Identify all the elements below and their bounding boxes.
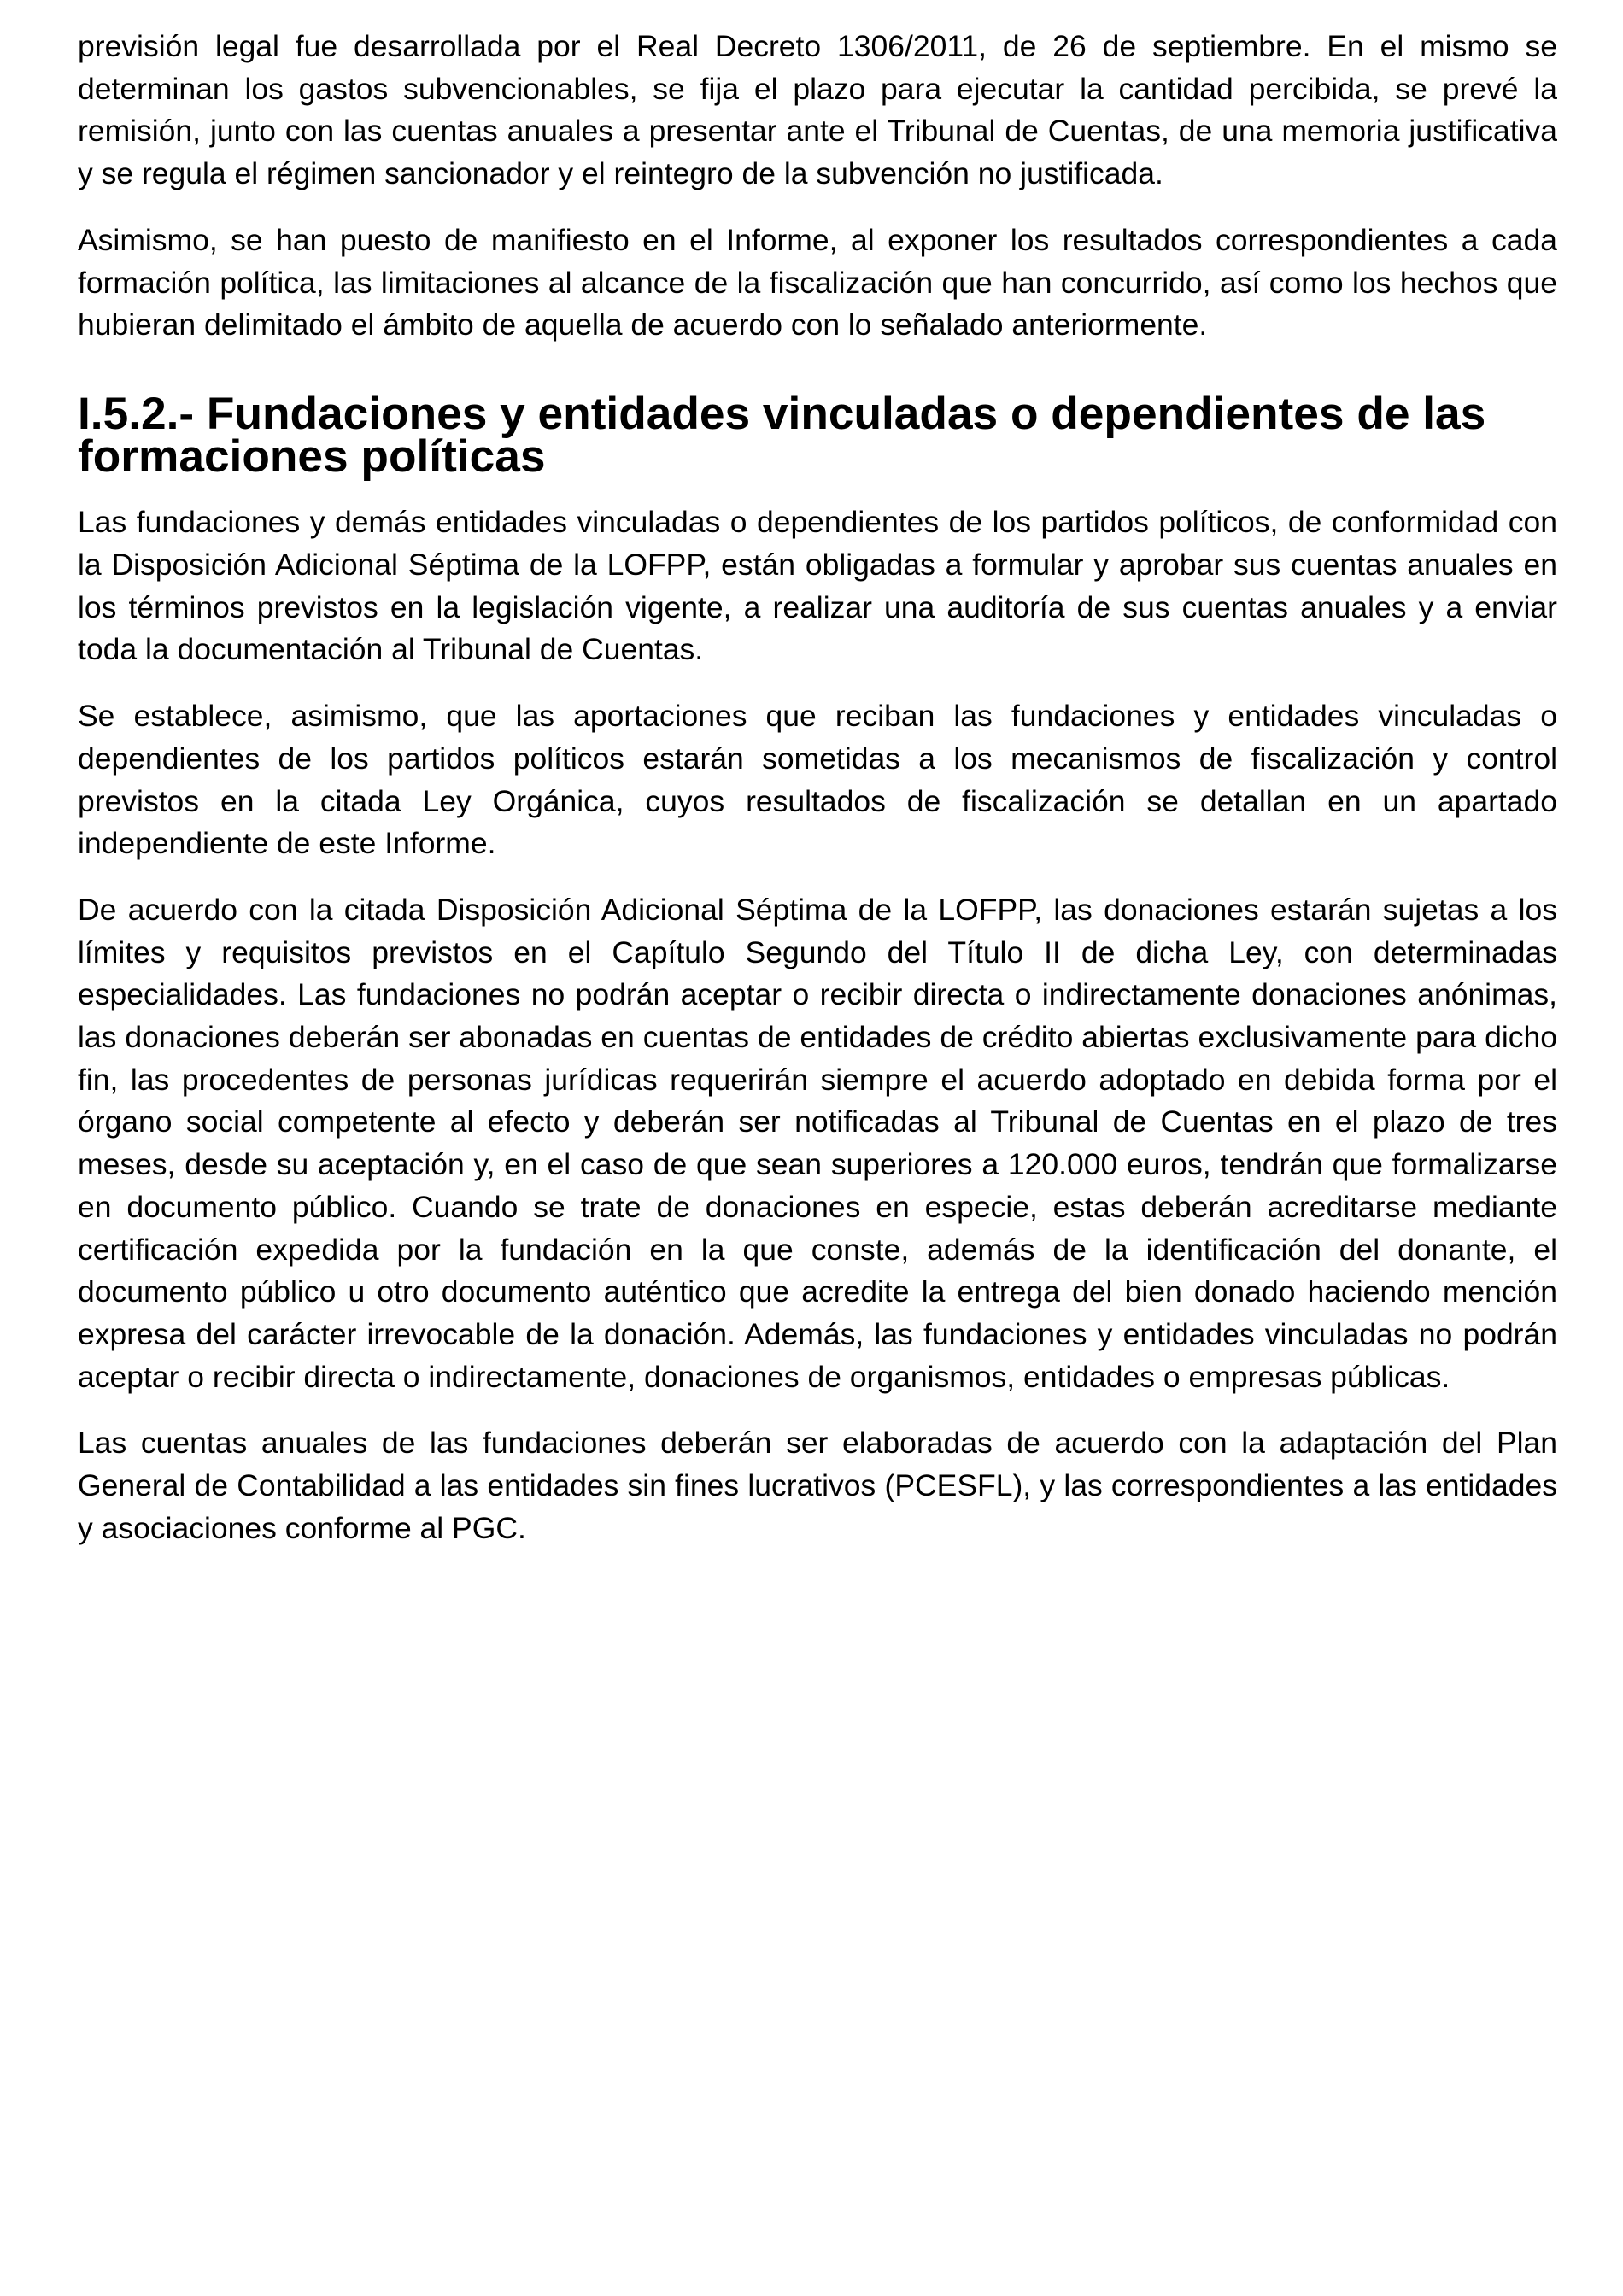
paragraph-foundation-obligations: Las fundaciones y demás entidades vinculadas o dependientes de los partidos políticos, de conformidad con la Disposición Adicional Séptima de la LOFPP, están obligadas a formular y aprobar sus cuentas anuales en los términos previstos en la legislación vigente, a realizar una auditoría de sus cuentas anuales y a enviar toda la documentación al Tribunal de Cuentas. — [78, 505, 1557, 667]
paragraph-scope-limitations: Asimismo, se han puesto de manifiesto en el Informe, al exponer los resultados correspondientes a cada formación política, las limitaciones al alcance de la fiscalización que han concurrido, así como los hechos que hubieran delimitado el ámbito de aquella de acuerdo con lo señalado anteriormente. — [78, 222, 1557, 343]
paragraph-accounting-plan: Las cuentas anuales de las fundaciones deberán ser elaboradas de acuerdo con la adaptación del Plan General de Contabilidad a las entidades sin fines lucrativos (PCESFL), y las correspondientes a las entidades y asociaciones conforme al PGC. — [78, 1426, 1557, 1545]
document-page — [78, 26, 1557, 1574]
paragraph-contributions-control: Se establece, asimismo, que las aportaciones que reciban las fundaciones y entidades vinculadas o dependientes de los partidos políticos estarán sometidas a los mecanismos de fiscalización y control previstos en la citada Ley Orgánica, cuyos resultados de fiscalización se detallan en un apartado independiente de este Informe. — [78, 699, 1557, 861]
paragraph-donation-limits: De acuerdo con la citada Disposición Adicional Séptima de la LOFPP, las donaciones estarán sujetas a los límites y requisitos previstos en el Capítulo Segundo del Título II de dicha Ley, con determinadas especialidades. Las fundaciones no podrán aceptar o recibir directa o indirectamente donaciones anónimas, las donaciones deberán ser abonadas en cuentas de entidades de crédito abiertas exclusivamente para dicho fin, las procedentes de personas jurídicas requerirán siempre el acuerdo adoptado en debida forma por el órgano social competente al efecto y deberán ser notificadas al Tribunal de Cuentas en el plazo de tres meses, desde su aceptación y, en el caso de que sean superiores a 120.000 euros, tendrán que formalizarse en documento público. Cuando se trate de donaciones en especie, estas deberán acreditarse mediante certificación expedida por la fundación en la que conste, además de la identificación del donante, el documento público u otro documento auténtico que acredite la entrega del bien donado haciendo mención expresa del carácter irrevocable de la donación. Además, las fundaciones y entidades vinculadas no podrán aceptar o recibir directa o indirectamente, donaciones de organismos, entidades o empresas públicas. — [78, 892, 1557, 1394]
paragraph-subvencion-regulation: previsión legal fue desarrollada por el Real Decreto 1306/2011, de 26 de septiembre. En el mismo se determinan los gastos subvencionables, se fija el plazo para ejecutar la cantidad percibida, se prevé la remisión, junto con las cuentas anuales a presentar ante el Tribunal de Cuentas, de una memoria justificativa y se regula el régimen sancionador y el reintegro de la subvención no justificada. — [78, 29, 1557, 191]
section-heading: I.5.2.- Fundaciones y entidades vinculadas o dependientes de las formaciones políticas — [78, 388, 1486, 482]
